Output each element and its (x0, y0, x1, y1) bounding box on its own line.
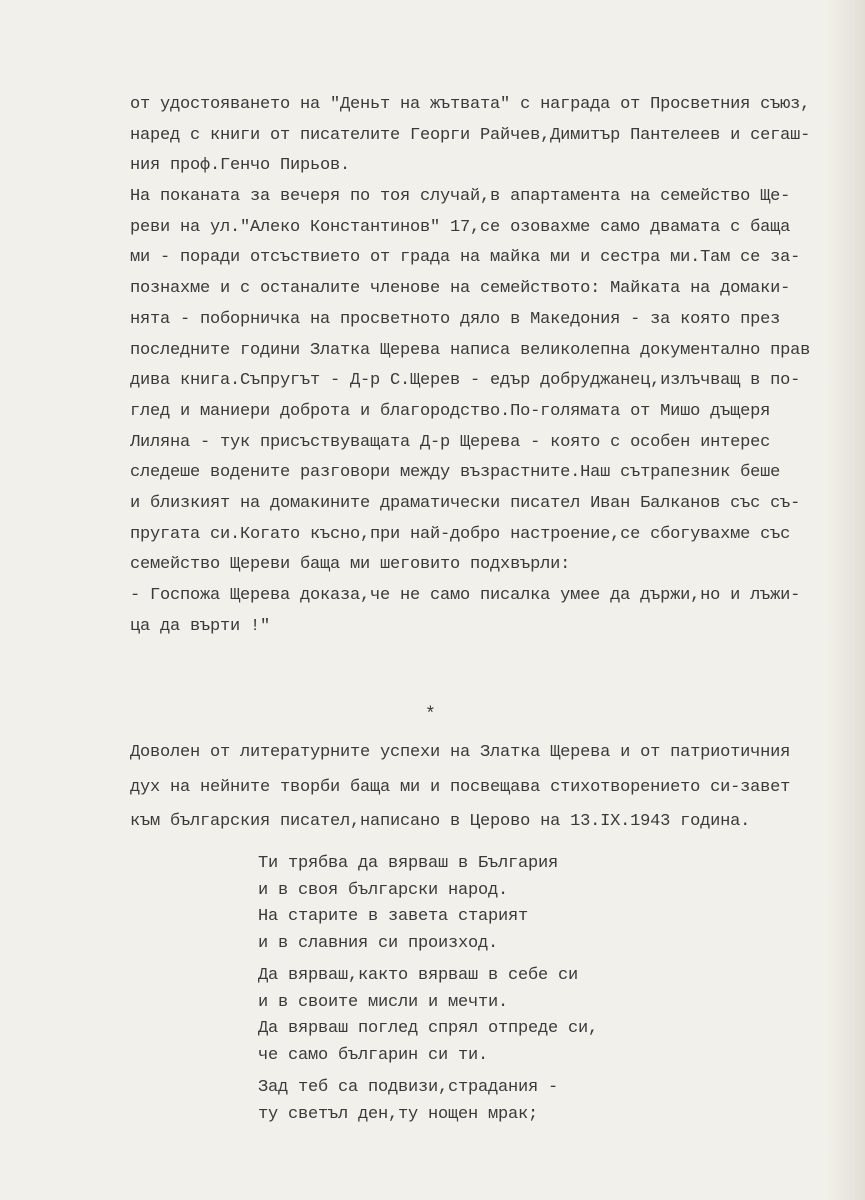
text-line: ния проф.Генчо Пирьов. (130, 156, 351, 176)
poem-line: ту светъл ден,ту нощен мрак; (258, 1104, 539, 1124)
poem-line: Да вярваш поглед спрял отпреде си, (258, 1019, 599, 1038)
poem-line: и в славния си произход. (258, 933, 499, 953)
text-line: дух на нейните творби баща ми и посвещава стихотворението си-завет (130, 777, 791, 797)
text-line: последните години Златка Щерева написа великолепна документално прав (130, 340, 811, 360)
dedication-prose (130, 736, 850, 840)
text-line: познахме и с останалите членове на семейството: Майката на домаки- (130, 279, 791, 299)
text-line: Лиляна - тук присъствуващата Д-р Щерева - която с особен интерес (130, 432, 771, 452)
text-line: следеше водените разговори между възрастните.Наш сътрапезник беше (130, 463, 781, 483)
poem-line: Да вярваш,както вярваш в себе си (258, 966, 579, 985)
section-separator: * (425, 705, 436, 725)
text-line: реви на ул."Алеко Константинов" 17,се озовахме само двамата с баща (130, 217, 791, 237)
text-line: и близкият на домакините драматически писател Иван Балканов със съ- (130, 493, 801, 513)
main-prose (130, 90, 850, 642)
text-line: ца да върти !" (130, 616, 271, 636)
text-line: от удостояването на "Деньт на жътвата" с награда от Просветния съюз, (130, 95, 811, 114)
poem-line: и в своите мисли и мечти. (258, 992, 509, 1012)
text-line: - Госпожа Щерева доказа,че не само писалка умее да държи,но и лъжи- (130, 586, 801, 605)
poem-stanza-2 (258, 963, 598, 1069)
poem-line: На старите в завета старият (258, 907, 529, 926)
text-line: глед и маниери доброта и благородство.По-голямата от Мишо дъщеря (130, 401, 771, 421)
text-line: пругата си.Когато късно,при най-добро настроение,се сбогувахме със (130, 524, 791, 544)
poem-stanza-3 (258, 1075, 558, 1128)
text-line: дива книга.Съпругът - Д-р С.Щерев - едър добруджанец,излъчващ в по- (130, 371, 801, 391)
poem-line: Зад теб са подвизи,страдания - (258, 1078, 559, 1097)
text-line: На поканата за вечеря по тоя случай,в апартамента на семейство Ще- (130, 187, 791, 207)
poem-line: че само българин си ти. (258, 1045, 489, 1065)
poem-line: Ти трябва да вярваш в България (258, 854, 559, 873)
text-line: ми - поради отсъствието от града на майка ми и сестра ми.Там се за- (130, 248, 801, 268)
text-line: Доволен от литературните успехи на Златка Щерева и от патриотичния (130, 743, 791, 762)
poem-stanza-1 (258, 851, 558, 957)
poem-line: и в своя български народ. (258, 880, 509, 900)
text-line: семейство Щереви баща ми шеговито подхвърли: (130, 555, 571, 575)
text-line: нята - поборничка на просветното дяло в Македония - за която през (130, 309, 781, 329)
text-line: към българския писател,написано в Церово на 13.IX.1943 година. (130, 812, 751, 831)
text-line: наред с книги от писателите Георги Райчев,Димитър Пантелеев и сегаш- (130, 125, 811, 145)
